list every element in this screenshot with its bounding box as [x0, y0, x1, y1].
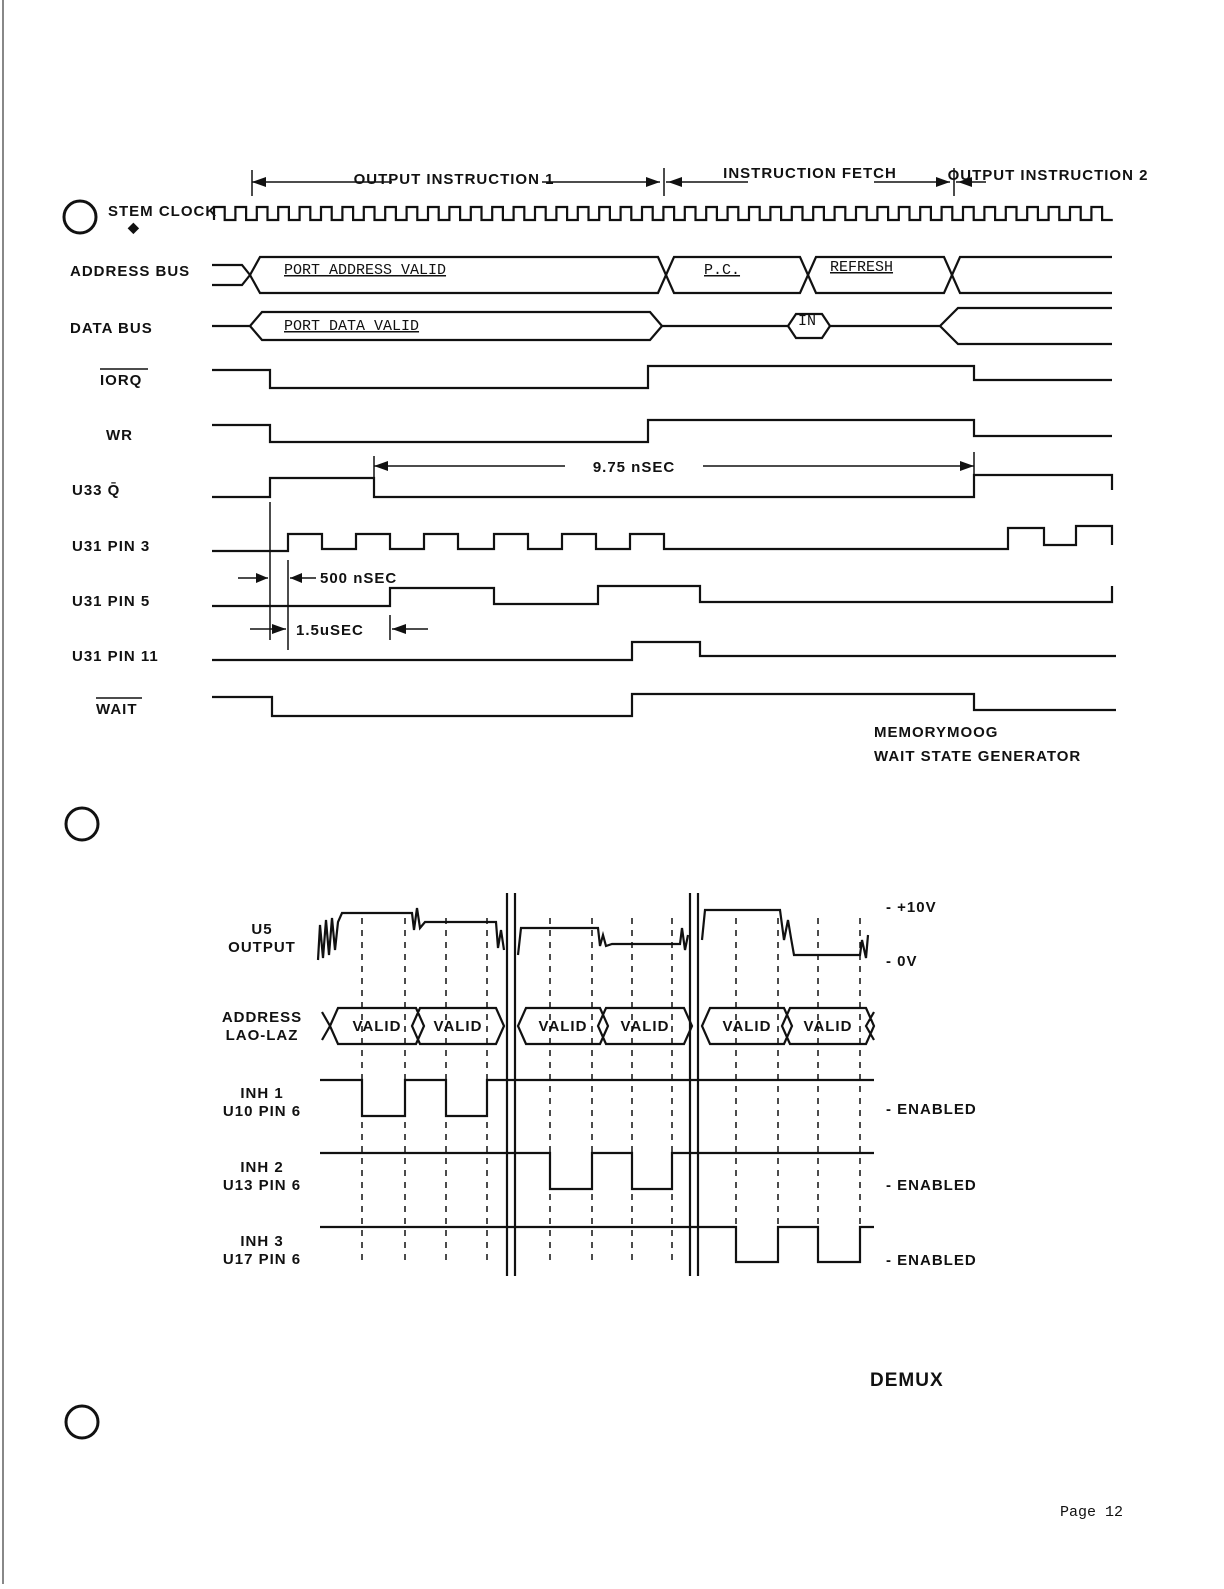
- phase-label: OUTPUT INSTRUCTION 2: [947, 167, 1149, 184]
- signal-label-system-clock: STEM CLOCK: [108, 203, 218, 220]
- timing-guides: [362, 918, 860, 1262]
- signal-label-u33-qbar: U33 Q̄: [72, 482, 121, 499]
- signal-label-u31-pin5: U31 PIN 5: [72, 593, 151, 610]
- page-number: Page 12: [1060, 1504, 1124, 1521]
- level-label-high: - +10V: [886, 899, 937, 916]
- signal-label-address-bus: ADDRESS BUS: [70, 263, 191, 280]
- wait-waveform: [212, 694, 1116, 716]
- bus-label: IN: [798, 313, 817, 330]
- bus-label: PORT DATA VALID: [284, 318, 420, 335]
- demux-label-inh1: U10 PIN 6: [222, 1103, 302, 1120]
- address-valid-label: VALID: [722, 1018, 772, 1035]
- demux-label-address: ADDRESS: [221, 1009, 303, 1026]
- signal-label-wr: WR: [106, 427, 133, 444]
- demux-label-inh3: U17 PIN 6: [222, 1251, 302, 1268]
- u5-output-waveform: [318, 899, 937, 970]
- u31-pin5-waveform: [212, 586, 1112, 606]
- punch-hole-icon: [66, 808, 98, 840]
- demux-caption: DEMUX: [870, 1370, 944, 1391]
- demux-label-inh2: INH 2: [240, 1159, 284, 1176]
- demux-label-inh3: INH 3: [240, 1233, 284, 1250]
- signal-label-u31-pin3: U31 PIN 3: [72, 538, 151, 555]
- punch-hole-icon: [64, 201, 96, 233]
- bus-label: P.C.: [704, 262, 741, 279]
- address-valid-label: VALID: [620, 1018, 670, 1035]
- data-bus-waveform: [212, 308, 1112, 344]
- u31-pin11-waveform: [212, 642, 1116, 660]
- timing-label: 500 nSEC: [320, 570, 398, 587]
- demux-label-address: LAO-LAZ: [225, 1027, 299, 1044]
- u31-pin3-waveform: [212, 526, 1112, 551]
- timing-annotation-975: [374, 452, 974, 478]
- enabled-label: - ENABLED: [886, 1177, 977, 1194]
- wait-state-timing-diagram: [70, 165, 1148, 765]
- enabled-label: - ENABLED: [886, 1101, 977, 1118]
- punch-hole-icon: [66, 1406, 98, 1438]
- signal-labels: [70, 203, 217, 718]
- timing-label: 1.5uSEC: [296, 622, 364, 639]
- timing-label: 9.75 nSEC: [592, 459, 676, 476]
- signal-label-wait: WAIT: [96, 701, 138, 718]
- signal-label-u31-pin11: U31 PIN 11: [72, 648, 159, 665]
- signal-label-data-bus: DATA BUS: [70, 320, 153, 337]
- demux-label-u5: OUTPUT: [228, 939, 296, 956]
- address-valid-label: VALID: [433, 1018, 483, 1035]
- diagram-caption: MEMORYMOOG: [874, 724, 999, 741]
- phase-header: [252, 165, 1148, 196]
- address-valid-label: VALID: [803, 1018, 853, 1035]
- wr-waveform: [212, 420, 1112, 442]
- diagram-caption: WAIT STATE GENERATOR: [874, 748, 1082, 765]
- signal-label-iorq: IORQ: [100, 372, 143, 389]
- level-label-low: - 0V: [886, 953, 918, 970]
- address-valid-label: VALID: [538, 1018, 588, 1035]
- bus-label: PORT ADDRESS VALID: [284, 262, 447, 279]
- phase-label: INSTRUCTION FETCH: [723, 165, 897, 182]
- demux-timing-diagram: [222, 893, 977, 1391]
- demux-label-inh1: INH 1: [240, 1085, 284, 1102]
- demux-label-inh2: U13 PIN 6: [222, 1177, 302, 1194]
- svg-text:◆: ◆: [128, 219, 139, 235]
- inh3-waveform: [320, 1227, 874, 1262]
- address-bus-waveform: [212, 257, 1112, 293]
- address-valid-label: VALID: [352, 1018, 402, 1035]
- enabled-label: - ENABLED: [886, 1252, 977, 1269]
- iorq-waveform: [212, 366, 1112, 388]
- inh2-waveform: [320, 1153, 874, 1189]
- inh1-waveform: [320, 1080, 874, 1116]
- section-separators: [507, 893, 698, 1276]
- timing-annotation-15: [250, 615, 428, 640]
- demux-signal-labels: [222, 921, 302, 1268]
- phase-label: OUTPUT INSTRUCTION 1: [353, 171, 555, 188]
- bus-label: REFRESH: [830, 259, 894, 276]
- system-clock-waveform: [214, 207, 1113, 220]
- u33-qbar-waveform: [212, 475, 1112, 497]
- demux-label-u5: U5: [251, 921, 273, 938]
